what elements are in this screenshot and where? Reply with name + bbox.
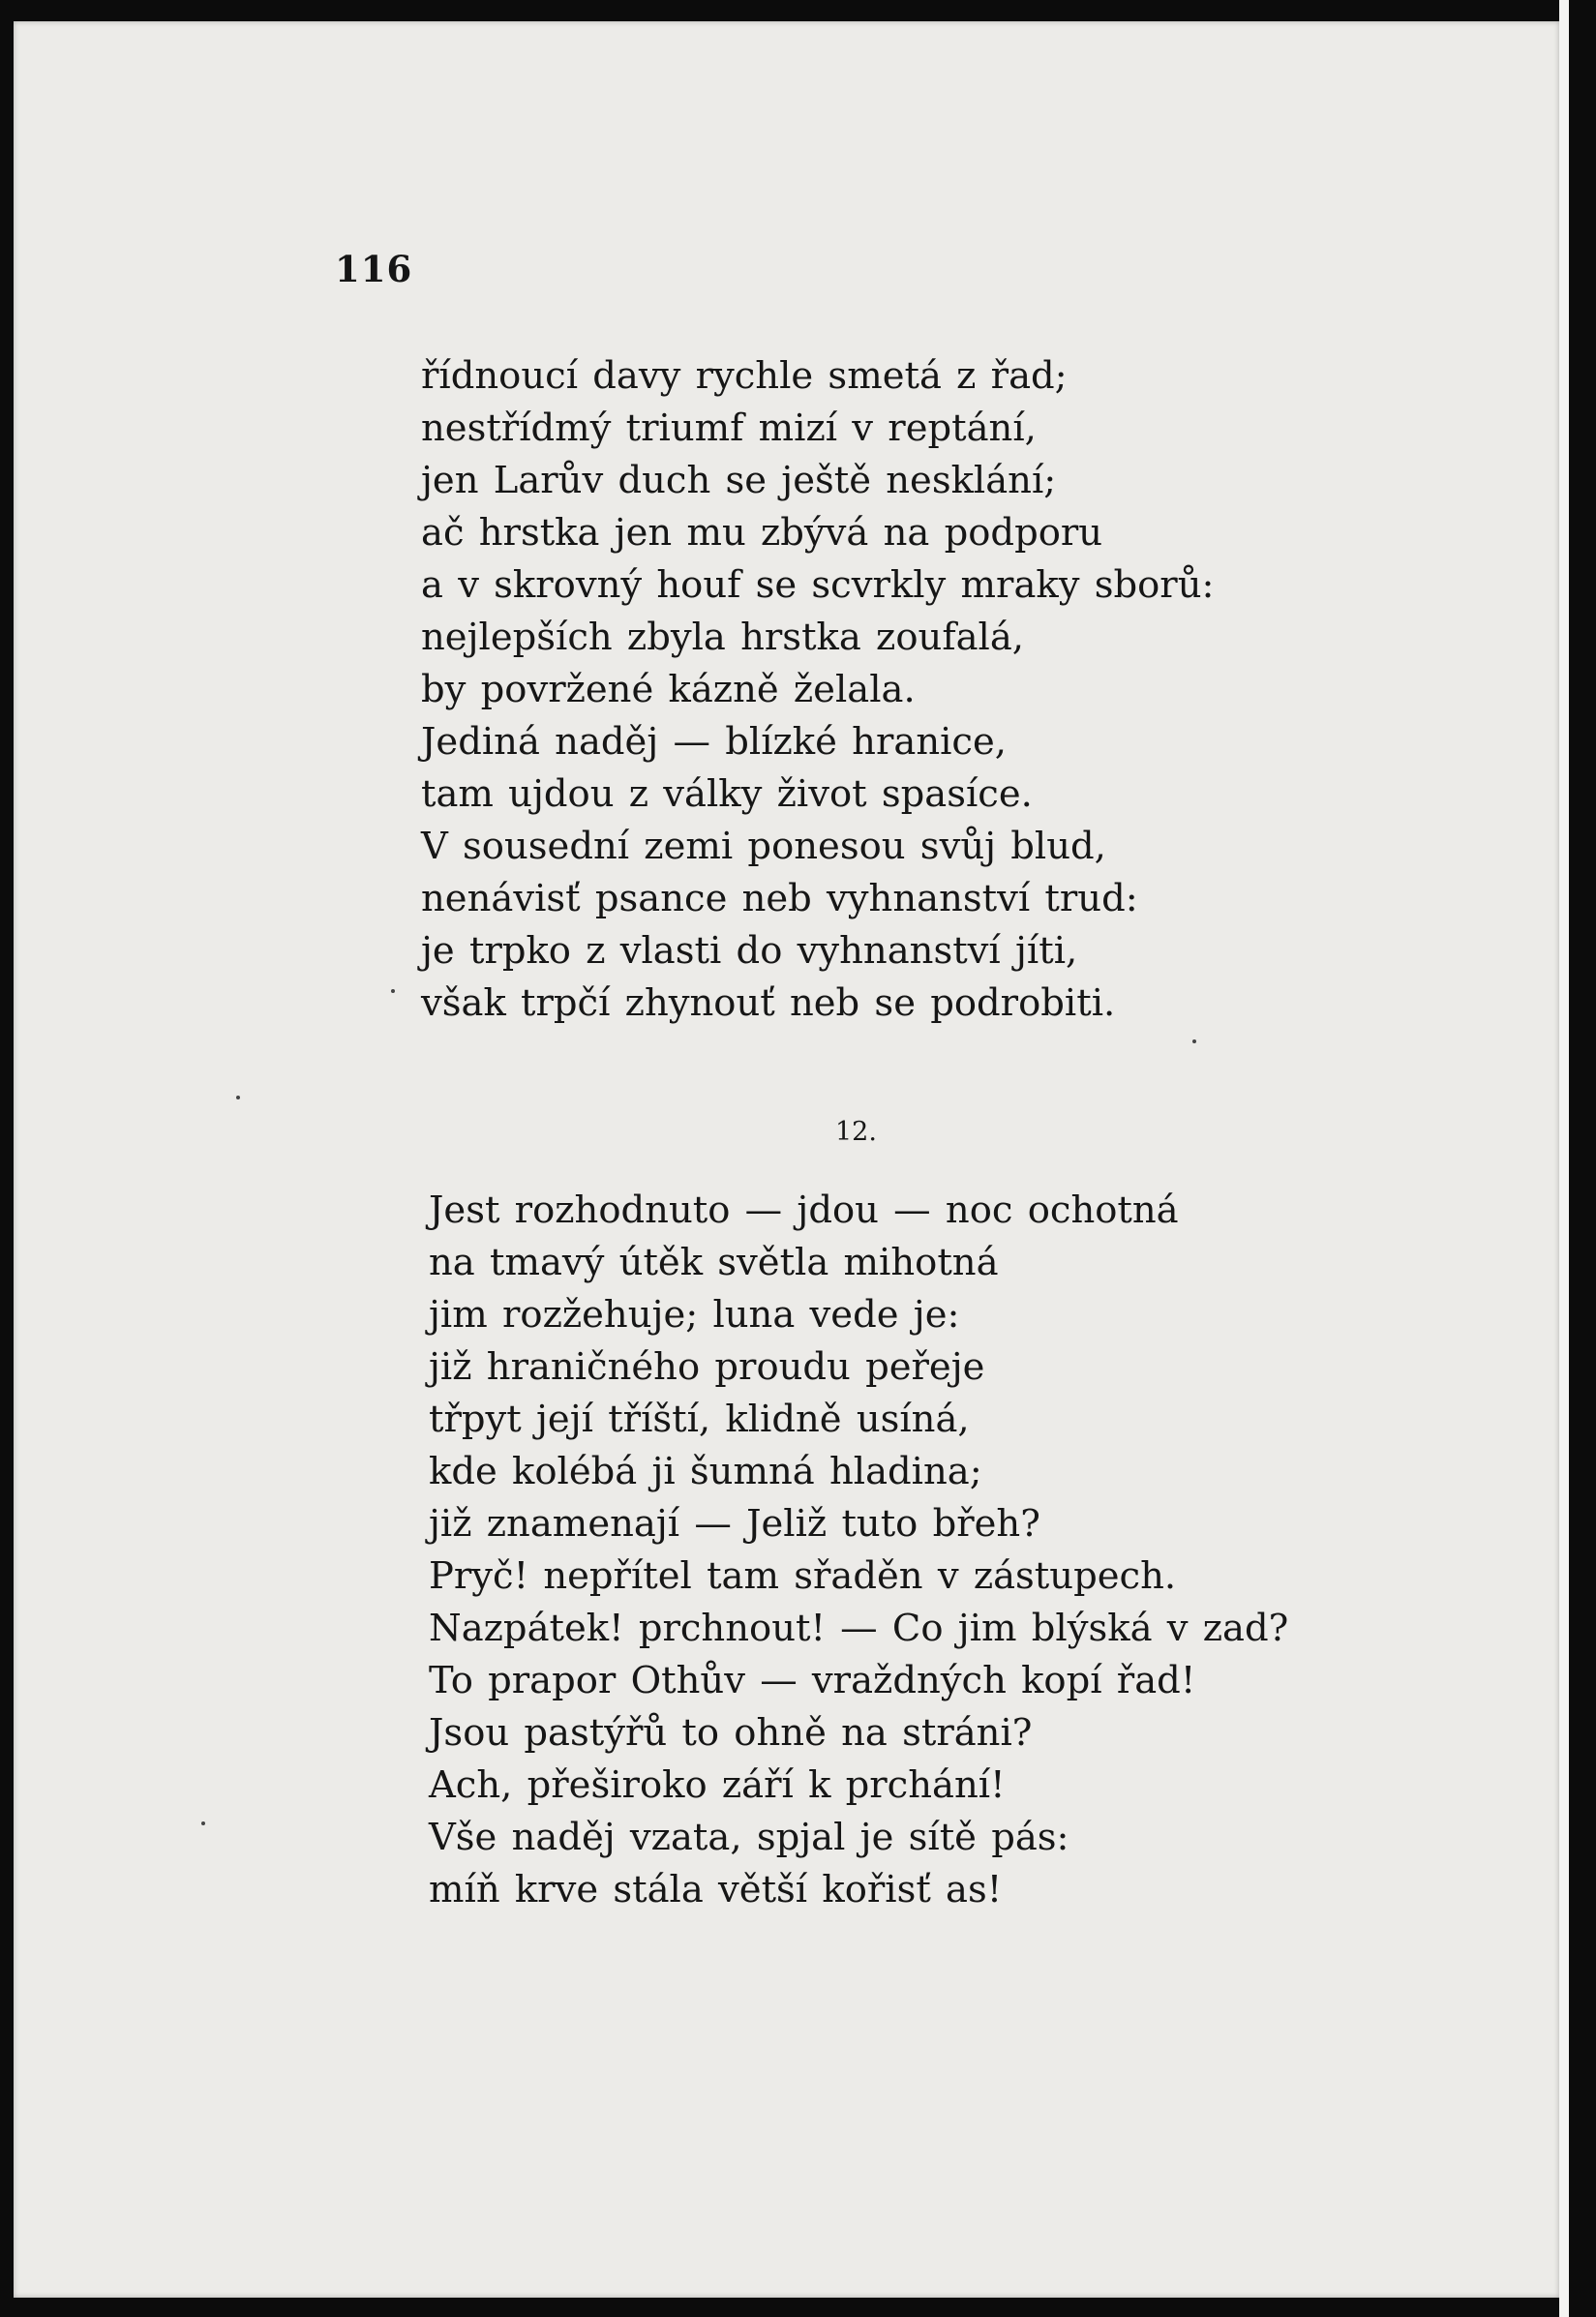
verse-line: a v skrovný houf se scvrkly mraky sborů: <box>421 563 1215 607</box>
verse-line: ač hrstka jen mu zbývá na podporu <box>421 511 1103 555</box>
verse-line: Vše naděj vzata, spjal je sítě pás: <box>429 1816 1069 1859</box>
verse-line: již hraničného proudu peřeje <box>429 1345 985 1389</box>
verse-line: Nazpátek! prchnout! — Co jim blýská v zad? <box>429 1607 1289 1650</box>
section-number: 12. <box>835 1117 877 1147</box>
verse-line: míň krve stála větší kořisť as! <box>429 1868 1003 1911</box>
verse-line: To prapor Othův — vraždných kopí řad! <box>429 1659 1196 1702</box>
verse-line: V sousední zemi ponesou svůj blud, <box>421 825 1106 868</box>
verse-line: jim rozžehuje; luna vede je: <box>429 1293 960 1337</box>
verse-line: již znamenají — Jeliž tuto břeh? <box>429 1502 1040 1546</box>
verse-line: nejlepších zbyla hrstka zoufalá, <box>421 616 1025 659</box>
stanza-2 <box>429 1185 1288 1916</box>
verse-line: Ach, přeširoko září k prchání! <box>429 1763 1006 1807</box>
verse-line: na tmavý útěk světla mihotná <box>429 1241 999 1284</box>
verse-line: Jsou pastýřů to ohně na stráni? <box>429 1711 1033 1755</box>
dust-speck <box>391 989 395 993</box>
dust-speck <box>236 1096 240 1099</box>
verse-line: Pryč! nepřítel tam sřaděn v zástupech. <box>429 1554 1177 1598</box>
stanza-1 <box>421 350 1214 1030</box>
dust-speck <box>201 1821 205 1825</box>
verse-line: tam ujdou z války život spasíce. <box>421 772 1033 816</box>
verse-line: jen Larův duch se ještě nesklání; <box>421 459 1057 502</box>
verse-line: by povržené kázně želala. <box>421 668 916 711</box>
verse-line: Jediná naděj — blízké hranice, <box>421 720 1008 764</box>
verse-line: nenávisť psance neb vyhnanství trud: <box>421 877 1138 920</box>
page-number: 116 <box>335 248 413 290</box>
verse-line: kde kolébá ji šumná hladina; <box>429 1450 982 1493</box>
verse-line: řídnoucí davy rychle smetá z řad; <box>421 354 1068 398</box>
page-edge <box>1559 0 1569 2317</box>
verse-line: však trpčí zhynouť neb se podrobiti. <box>421 981 1116 1025</box>
dust-speck <box>1192 1039 1196 1043</box>
verse-line: Jest rozhodnuto — jdou — noc ochotná <box>429 1189 1179 1232</box>
verse-line: je trpko z vlasti do vyhnanství jíti, <box>421 929 1078 973</box>
verse-line: třpyt její tříští, klidně usíná, <box>429 1398 970 1441</box>
verse-line: nestřídmý triumf mizí v reptání, <box>421 406 1037 450</box>
